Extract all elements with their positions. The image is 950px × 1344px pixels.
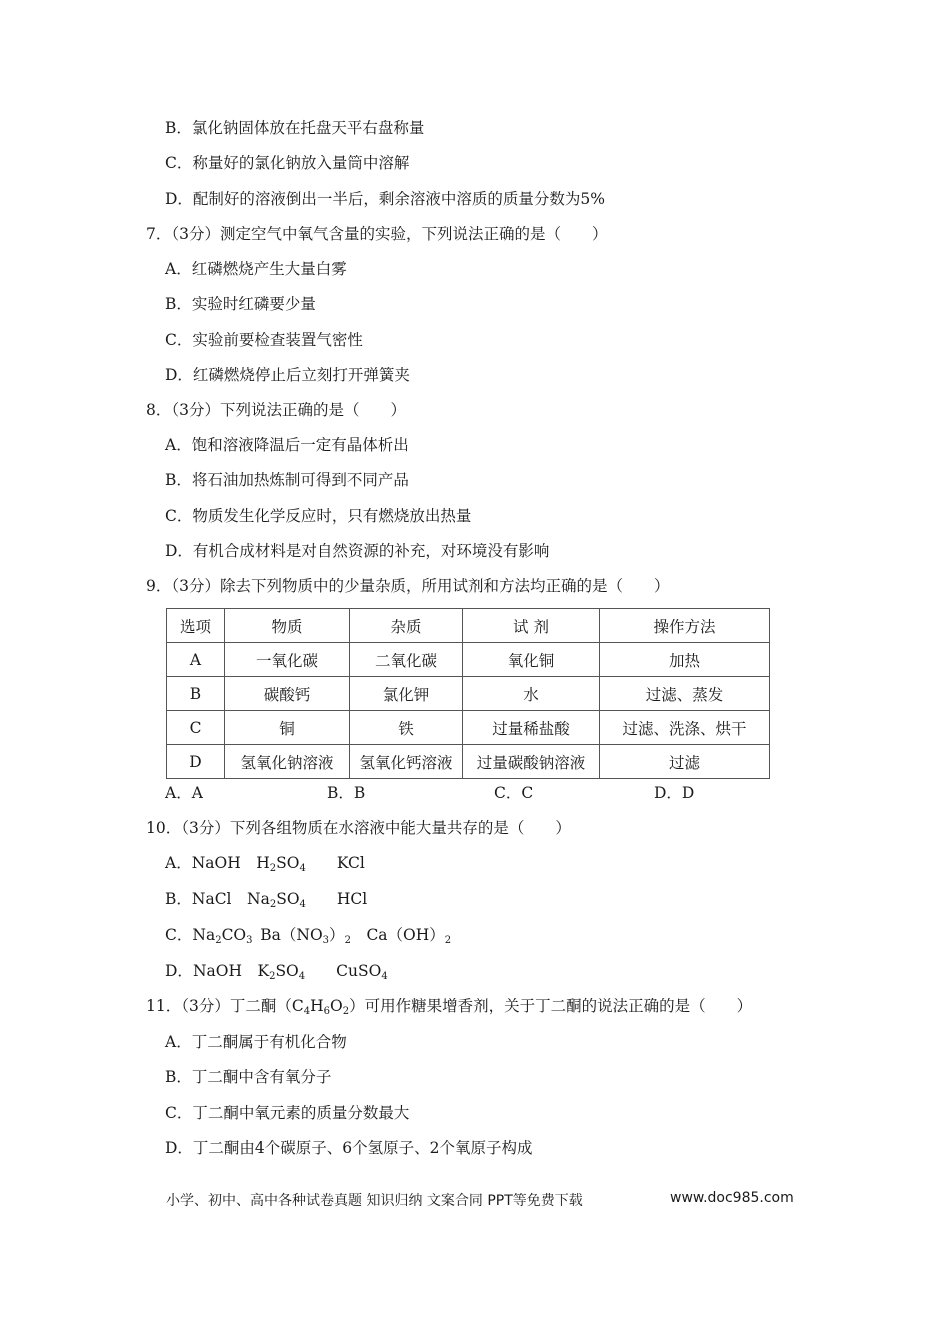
q10-option-a [165, 853, 365, 873]
formula: NaOH [192, 962, 242, 980]
table-cell: 过量稀盐酸 [463, 711, 600, 745]
q9-answer-d: D．D [654, 784, 695, 802]
table-cell: 二氧化碳 [350, 643, 463, 677]
formula: NaCl [191, 890, 232, 908]
q7-option-b: B．实验时红磷要少量 [165, 295, 316, 313]
subscript: 2 [269, 899, 277, 910]
stem-text: 11．（3分）丁二酮（C [146, 997, 304, 1015]
q7-option-c: C．实验前要检查装置气密性 [165, 331, 363, 349]
option-label: C． [165, 926, 193, 944]
table-cell: 过量碳酸钠溶液 [463, 745, 600, 779]
formula: Ca（OH） [366, 926, 445, 944]
option-label: D． [165, 962, 193, 980]
table-cell: 一氧化碳 [225, 643, 350, 677]
q7-option-d: D．红磷燃烧停止后立刻打开弹簧夹 [165, 366, 410, 384]
table-cell: 过滤、洗涤、烘干 [600, 711, 770, 745]
q6-option-d: D．配制好的溶液倒出一半后，剩余溶液中溶质的质量分数为5% [165, 190, 606, 208]
q10-option-d [165, 961, 388, 981]
table-row [167, 711, 770, 745]
formula: KCl [336, 854, 365, 872]
q11-stem [146, 996, 752, 1016]
formula: H [310, 997, 324, 1015]
table-cell: 加热 [600, 643, 770, 677]
formula: Na [192, 926, 216, 944]
table-cell: 铁 [350, 711, 463, 745]
option-label: B． [165, 890, 192, 908]
formula: Ba（NO [260, 926, 323, 944]
formula: Na [247, 890, 270, 908]
formula: CuSO [336, 962, 382, 980]
q11-option-d: D．丁二酮由4个碳原子、6个氢原子、2个氧原子构成 [165, 1139, 533, 1157]
formula: SO [276, 854, 300, 872]
q10-stem: 10．（3分）下列各组物质在水溶液中能大量共存的是（ ） [146, 819, 571, 837]
table-header-cell: 选项 [167, 609, 225, 643]
q9-stem: 9．（3分）除去下列物质中的少量杂质，所用试剂和方法均正确的是（ ） [146, 577, 670, 595]
q11-option-b: B．丁二酮中含有氧分子 [165, 1068, 332, 1086]
formula: NaOH [191, 854, 241, 872]
formula: ） [329, 926, 345, 944]
q9-table [166, 608, 770, 779]
table-cell: C [167, 711, 225, 745]
table-row [167, 677, 770, 711]
subscript: 2 [215, 935, 222, 946]
subscript: 4 [298, 971, 306, 982]
table-cell: D [167, 745, 225, 779]
q10-option-c [165, 925, 451, 945]
q6-option-b: B．氯化钠固体放在托盘天平右盘称量 [165, 119, 425, 137]
formula: K [257, 962, 270, 980]
subscript: 2 [444, 935, 452, 946]
q8-option-d: D．有机合成材料是对自然资源的补充，对环境没有影响 [165, 542, 550, 560]
q9-answer-c: C．C [494, 784, 534, 802]
q10-option-b [165, 889, 367, 909]
table-header-cell: 试 剂 [463, 609, 600, 643]
q11-option-c: C．丁二酮中氧元素的质量分数最大 [165, 1104, 410, 1122]
subscript: 6 [323, 1006, 330, 1017]
table-header-cell: 操作方法 [600, 609, 770, 643]
table-cell: A [167, 643, 225, 677]
q8-option-c: C．物质发生化学反应时，只有燃烧放出热量 [165, 507, 472, 525]
formula: CO [221, 926, 247, 944]
table-cell: 氢氧化钠溶液 [225, 745, 350, 779]
footer-text: 小学、初中、高中各种试卷真题 知识归纳 文案合同 PPT等免费下载 [166, 1193, 583, 1209]
q9-answer-b: B．B [327, 784, 366, 802]
formula: HCl [336, 890, 368, 908]
q8-option-a: A．饱和溶液降温后一定有晶体析出 [165, 436, 409, 454]
subscript: 4 [299, 863, 306, 874]
subscript: 2 [344, 935, 351, 946]
table-cell: 氯化钾 [350, 677, 463, 711]
table-row [167, 745, 770, 779]
table-cell: 过滤、蒸发 [600, 677, 770, 711]
formula: H [256, 854, 270, 872]
footer-site-link[interactable]: www.doc985.com [670, 1190, 794, 1206]
formula: O [329, 997, 343, 1015]
table-cell: 铜 [225, 711, 350, 745]
subscript: 2 [342, 1006, 350, 1017]
subscript: 3 [322, 935, 330, 946]
q9-answer-a: A．A [165, 784, 203, 802]
table-cell: 水 [463, 677, 600, 711]
q8-stem: 8．（3分）下列说法正确的是（ ） [146, 401, 406, 419]
table-cell: B [167, 677, 225, 711]
subscript: 2 [269, 971, 276, 982]
q7-stem: 7．（3分）测定空气中氧气含量的实验，下列说法正确的是（ ） [146, 225, 608, 243]
table-header-row [167, 609, 770, 643]
subscript: 3 [246, 935, 253, 946]
subscript: 4 [381, 971, 388, 982]
page-footer [166, 1190, 794, 1210]
q6-option-c: C．称量好的氯化钠放入量筒中溶解 [165, 154, 410, 172]
subscript: 4 [299, 899, 306, 910]
formula: SO [275, 962, 299, 980]
option-label: A． [165, 854, 192, 872]
formula: SO [276, 890, 300, 908]
table-header-cell: 物质 [225, 609, 350, 643]
table-cell: 氧化铜 [463, 643, 600, 677]
table-cell: 氢氧化钙溶液 [350, 745, 463, 779]
table-row [167, 643, 770, 677]
table-header-cell: 杂质 [350, 609, 463, 643]
subscript: 2 [269, 863, 277, 874]
table-cell: 碳酸钙 [225, 677, 350, 711]
q7-option-a: A．红磷燃烧产生大量白雾 [165, 260, 347, 278]
q8-option-b: B．将石油加热炼制可得到不同产品 [165, 471, 409, 489]
table-cell: 过滤 [600, 745, 770, 779]
subscript: 4 [303, 1006, 311, 1017]
stem-text: ）可用作糖果增香剂，关于丁二酮的说法正确的是（ ） [349, 997, 753, 1015]
q11-option-a: A．丁二酮属于有机化合物 [165, 1033, 347, 1051]
